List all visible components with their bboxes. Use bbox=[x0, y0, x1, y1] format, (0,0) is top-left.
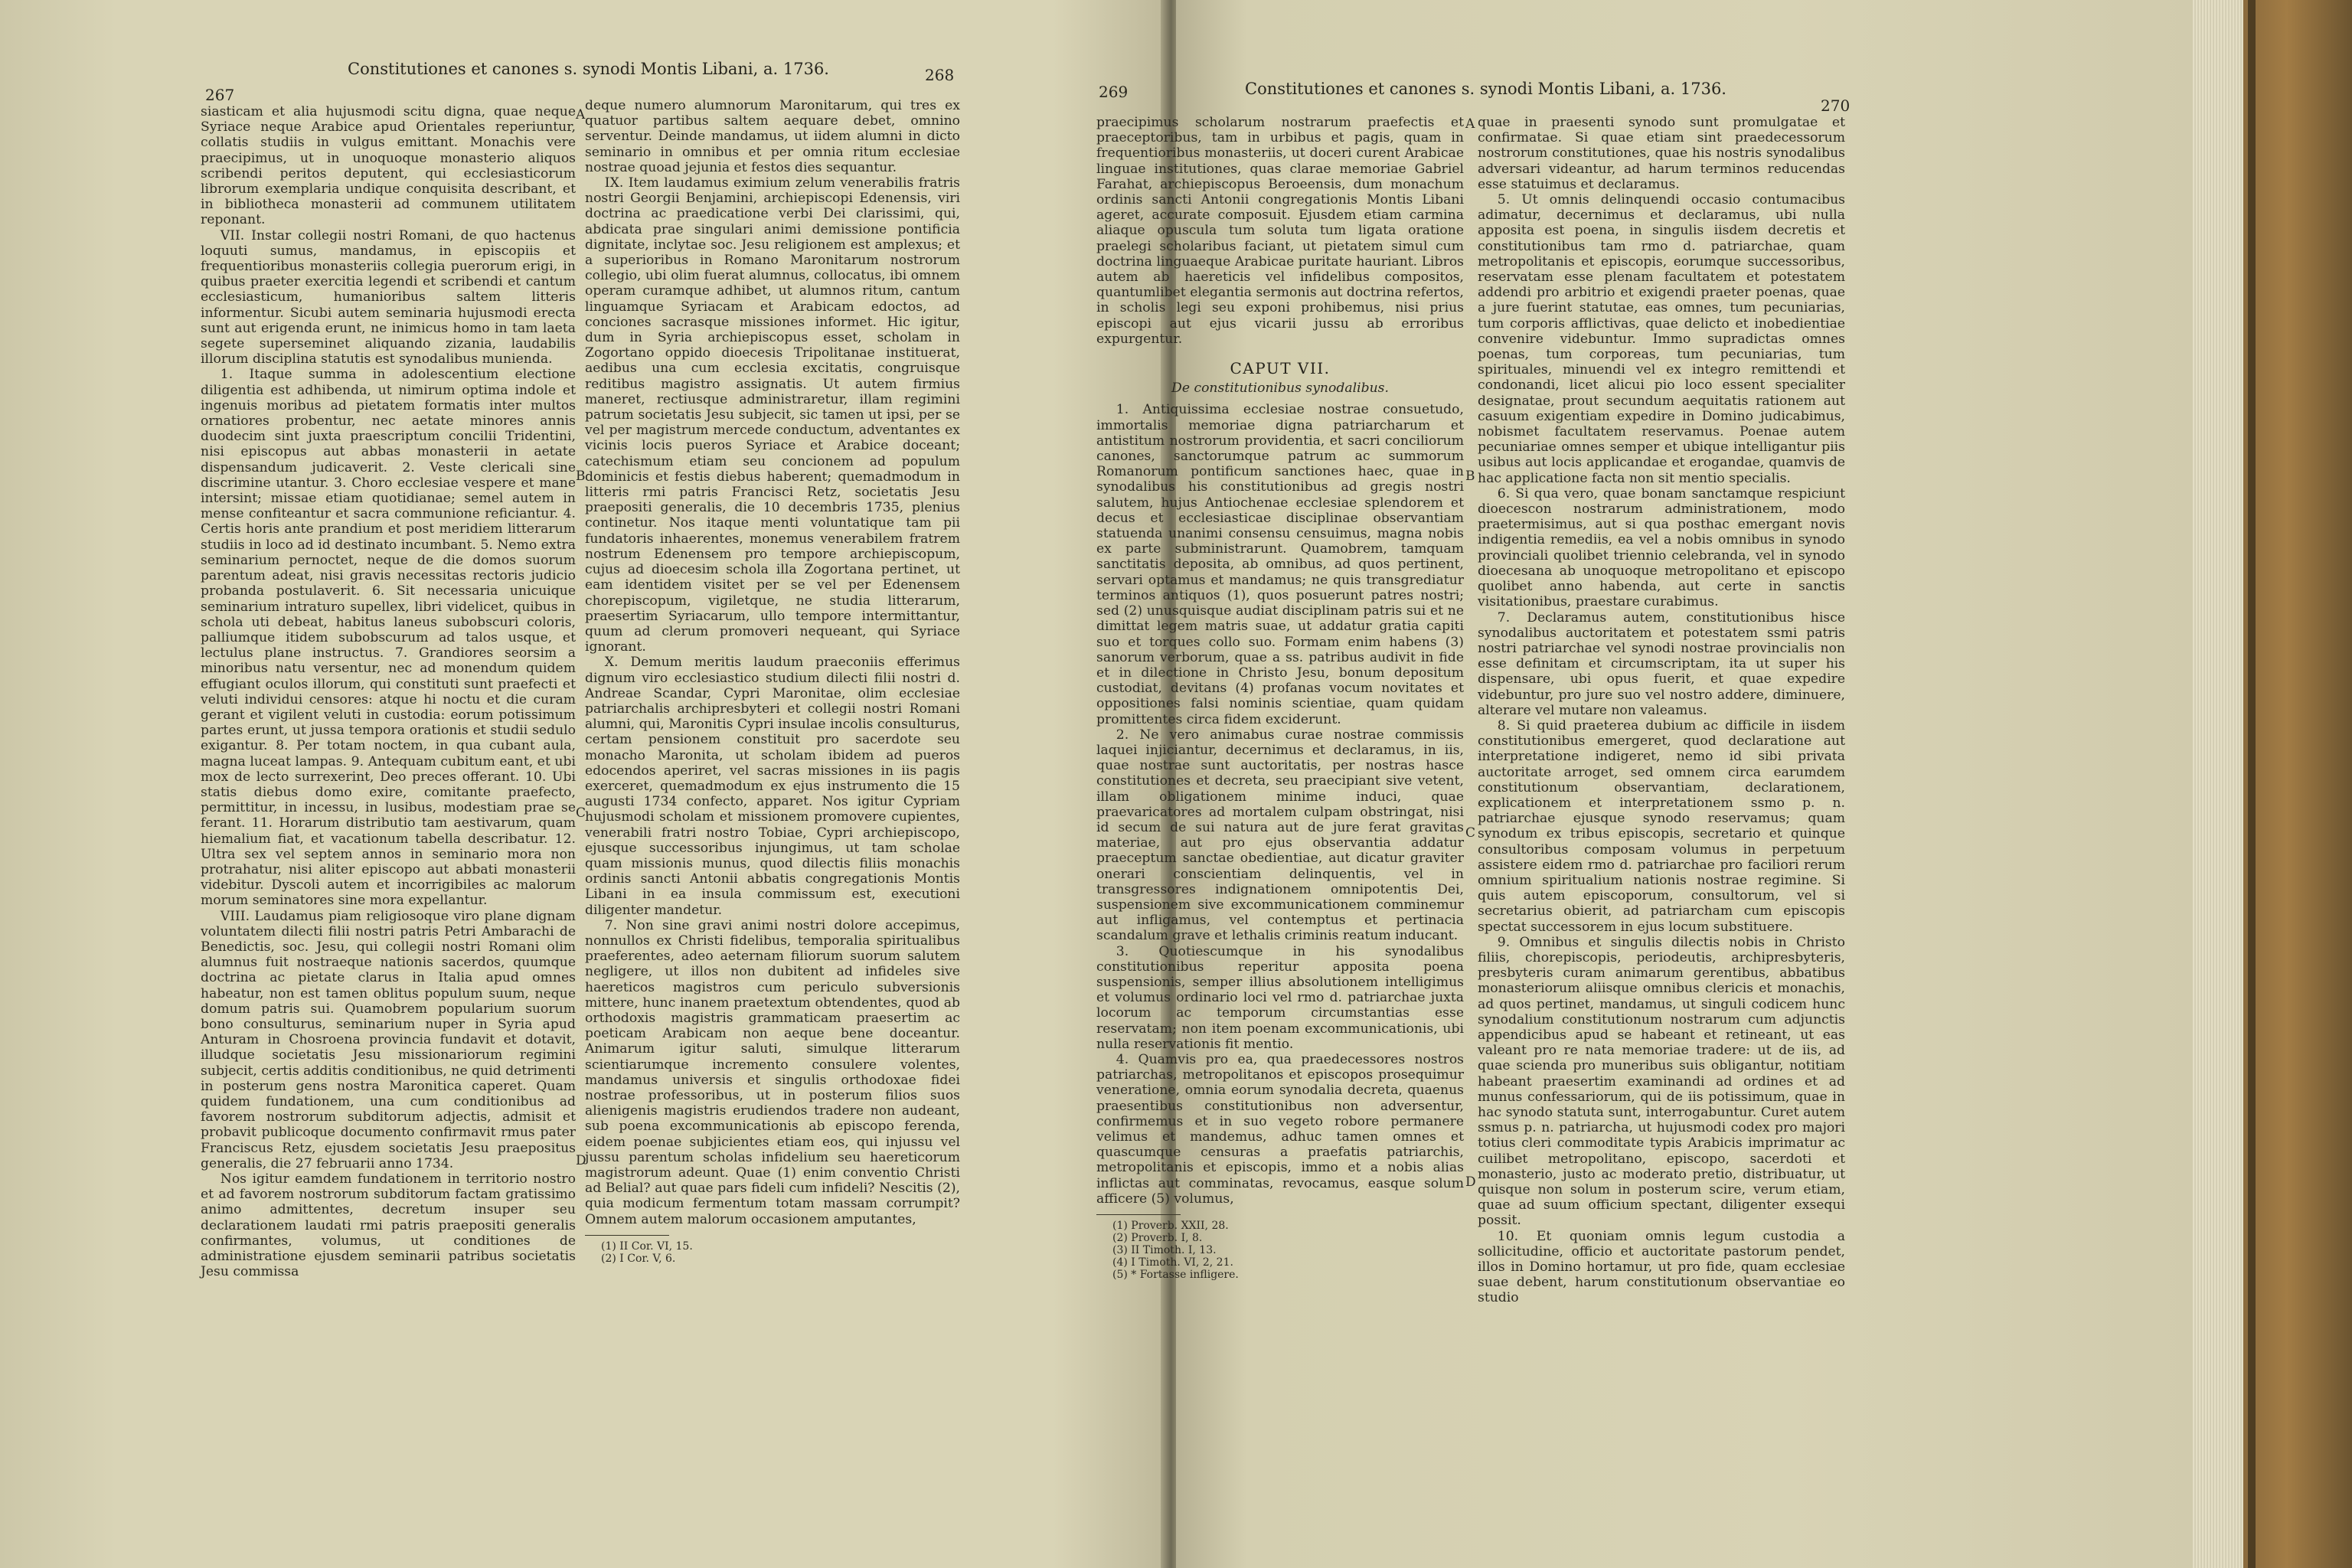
footnote: (2) I Cor. V, 6. bbox=[601, 1252, 676, 1265]
paragraph: 4. Quamvis pro ea, qua praedecessores nostros patriarchas, metropolitanos et episcopos prosequimur veneratione, omnia eorum synodalia decreta, quaenus praesentibus constitutionibus non adversentur, confirmemus et in suo vegeto robore permanere velimus et mandemus, adhuc tamen omnes et quascumque censuras a praefatis patriarchis, metropolitanis et episcopis, immo et a nobis alias inflictas aut comminatas, revocamus, easque solum afficere (5) volumus, bbox=[1096, 1051, 1464, 1207]
margin-letter: C bbox=[1465, 825, 1476, 841]
paragraph: quae in praesenti synodo sunt promulgatae et confirmatae. Si quae etiam sint praedecessorum nostrorum constitutiones, quae his nostris synodalibus adversari videantur, ad harum terminos reducendas esse statuimus et declaramus. bbox=[1478, 115, 1845, 192]
footnote: (5) * Fortasse infligere. bbox=[1112, 1269, 1239, 1282]
margin-letter: C bbox=[576, 805, 586, 821]
left-column-2 bbox=[585, 98, 960, 1265]
margin-letter: D bbox=[576, 1153, 586, 1168]
cover-edge bbox=[2248, 0, 2256, 1568]
right-column-1 bbox=[1096, 115, 1464, 1281]
paragraph: IX. Item laudamus eximium zelum venerabilis fratris nostri Georgii Benjamini, archiepiscopi Edenensis, viri doctrina ac praedicatione verbi Dei clarissimi, qui, abdicata prae singulari animi demissione pontificia dignitate, inclytae soc. Jesu religionem est amplexus; et a superioribus in Romano Maronitarum nostrorum collegio, ubi olim fuerat alumnus, collocatus, ibi omnem operam curamque adhibet, ut alumnos ritum, cantum linguamque Syriacam et Arabicam edoctos, ad conciones sacrasque missiones informet. Hic igitur, dum in Syria archiepiscopus esset, scholam in Zogortano oppido dioecesis Tripolitanae instituerat, aedibus una cum ecclesia excitatis, congruisque reditibus magistro assignatis. Ut autem firmius maneret, rectiusque administraretur, illam regimini patrum societatis Jesu subjecit, sic tamen ut ipsi, per se vel per magistrum mercede conductum, adventantes ex vicinis locis pueros Syriace et Arabice doceant; catechismum etiam seu concionem ad populum dominicis et festis diebus haberent; quemadmodum in litteris rmi patris Francisci Retz, societatis Jesu praepositi generalis, die 10 decembris 1735, plenius continetur. Nos itaque menti voluntatique tam pii fundatoris inhaerentes, monemus venerabilem fratrem nostrum Edenensem pro tempore archiepiscopum, cujus ad dioecesim schola illa Zogortana pertinet, ut eam identidem visitet per se vel per Edenensem chorepiscopum, vigiletque, ne studia litterarum, praesertim Syriacarum, ullo tempore intermittantur, quum ad clerum promoveri nequeant, qui Syriace ignorant. bbox=[585, 175, 960, 655]
paragraph: 9. Omnibus et singulis dilectis nobis in Christo filiis, chorepiscopis, periodeutis, archipresbyteris, presbyteris curam animarum gerentibus, abbatibus monasteriorum aliisque omnibus clericis et monachis, ad quos pertinet, mandamus, ut singuli codicem hunc synodalium constitutionum nostrarum cum adjunctis appendicibus apud se habeant et retineant, ut eas valeant pro re nata memoriae tradere: ut de iis, ad quae scienda pro muneribus suis obligantur, notitiam habeant praesertim examinandi ad ordines et ad munus confessariorum, qui de iis potissimum, quae in hac synodo statuta sunt, interrogabuntur. Curet autem ssmus p. n. patriarcha, ut hujusmodi codex pro majori totius cleri commoditate typis Arabicis imprimatur ac cuilibet metropolitano, episcopo, sacerdoti et monasterio, justo ac moderato pretio, distribuatur, ut quisque non solum in posterum scire, verum etiam, quae ad suum officium spectant, diligenter exsequi possit. bbox=[1478, 934, 1845, 1229]
margin-letter: A bbox=[1465, 116, 1475, 132]
footnote-rule bbox=[1096, 1214, 1181, 1215]
footnote: (4) I Timoth. VI, 2, 21. bbox=[1112, 1256, 1233, 1269]
margin-letter: B bbox=[576, 469, 586, 484]
paragraph: 2. Ne vero animabus curae nostrae commissis laquei injiciantur, decernimus et declaramus, in iis, quae nostrae sunt auctoritatis, per nostras hasce constitutiones et decreta, seu praecipiant sive vetent, illam obligationem minime induci, quae praevaricatores ad mortalem culpam obstringat, nisi id secum de sui natura aut de jure ferat gravitas materiae, aut pro ejus observantia addatur praeceptum sanctae obedientiae, aut dicatur graviter onerari conscientiam delinquentis, vel in transgressores indignationem omnipotentis Dei, suspensionem sive excommunicationem comminemur aut infligamus, vel contemptus et pertinacia scandalum grave et lethalis criminis reatum inducant. bbox=[1096, 727, 1464, 944]
left-page bbox=[0, 0, 1170, 1568]
margin-letter: B bbox=[1465, 469, 1475, 484]
paragraph: 1. Antiquissima ecclesiae nostrae consuetudo, immortalis memoriae digna patriarcharum et antistitum nostrorum providentia, et sacri conciliorum canones, sanctorumque patrum ac summorum Romanorum pontificum sanctiones haec, quae in synodalibus his constitutionibus ad gregis nostri salutem, hujus Antiochenae ecclesiae splendorem et decus et ecclesiasticae disciplinae observantiam statuenda unanimi consensu censuimus, magna nobis ex parte subministrarunt. Quamobrem, tamquam sanctitatis depositа, ab omnibus, ad quos pertinent, servari optamus et mandamus; ne quis transgrediatur terminos antiquos (1), quos posuerunt patres nostri; sed (2) unusquisque audiat disciplinam patris sui et ne dimittat legem matris suae, ut addatur gratia capiti suo et torques collo suo. Formam enim habens (3) sanorum verborum, quae a ss. patribus audivit in fide et in dilectione in Christo Jesu, bonum depositum custodiat, devitans (4) profanas vocum novitates et oppositiones falsi nominis scientiae, quam quidam promittentes circa fidem exciderunt. bbox=[1096, 402, 1464, 727]
paragraph: VII. Instar collegii nostri Romani, de quo hactenus loquuti sumus, mandamus, in episcopiis et frequentioribus monasteriis collegia puerorum erigi, in quibus praeter exercitia legendi et scribendi et cantum ecclesiasticum, humanioribus saltem litteris informentur. Sicubi autem seminaria hujusmodi erecta sunt aut erigenda erunt, ne inimicus homo in tam laeta segete superseminet aliquando zizania, laudabilis illorum disciplina statutis est synodalibus munienda. bbox=[201, 227, 576, 368]
paragraph: siasticam et alia hujusmodi scitu digna, quae neque Syriace neque Arabice apud Orientales reperiuntur, collatis studiis in vulgus emittant. Monachis vere praecipimus, ut in unoquoque monasterio aliquos scribendi peritos deputent, qui ecclesiasticorum librorum exemplaria undique conquisita describant, et in bibliotheca monasterii ad communem utilitatem reponant. bbox=[201, 104, 576, 228]
chapter-subtitle: De constitutionibus synodalibus. bbox=[1171, 381, 1389, 397]
paragraph: 3. Quotiescumque in his synodalibus constitutionibus reperitur apposita poena suspensionis, semper illius absolutionem intelligimus et volumus ordinario loci vel rmo d. patriarchae juxta locorum ac temporum circumstantias esse reservatam; non item poenam excommunicationis, ubi nulla reservationis fit mentio. bbox=[1096, 943, 1464, 1052]
paragraph: 8. Si quid praeterea dubium ac difficile in iisdem constitutionibus emergeret, quod declaratione aut interpretatione indigeret, nemo id sibi privata auctoritate arroget, sed omnem circa earumdem constitutionum observantiam, declarationem, explicationem et interpretationem ssmo p. n. patriarchae ejusque synodo reservamus; quam synodum ex tribus episcopis, secretario et quinque consultoribus composam volumus in perpetuum assistere eidem rmo d. patriarchae pro faciliori rerum omnium spiritualium nationis nostrae regimine. Si quis autem episcoporum, consultorum, vel si secretarius obierit, ad patriarcham cum episcopis spectat successorem in ejus locum substituere. bbox=[1478, 717, 1845, 935]
right-column-2 bbox=[1478, 115, 1845, 1306]
paragraph: X. Demum meritis laudum praeconiis efferimus dignum viro ecclesiastico studium dilecti filii nostri d. Andreae Scandar, Cypri Maronitae, olim ecclesiae patriarchalis archipresbyteri et collegii nostri Romani alumni, qui, Maronitis Cypri insulae incolis consulturus, certam pensionem constituit pro sacerdote seu monacho Maronita, ut scholam ibidem ad pueros edocendos aperiret, vel sacras missiones in iis pagis exerceret, quemadmodum ex ejus instrumento die 15 augusti 1734 confecto, apparet. Nos igitur Cypriam hujusmodi scholam et missionem promovere cupientes, venerabili fratri nostro Tobiae, Cypri archiepiscopo, ejusque successoribus injungimus, ut tam scholae quam missionis munus, quod dilectis filiis monachis ordinis sancti Antonii abbatis congregationis Montis Libani in ea insula commissum est, executioni diligenter mandetur. bbox=[585, 655, 960, 918]
page-number-right-outer: 270 bbox=[1821, 96, 1851, 115]
margin-letter: A bbox=[576, 107, 586, 122]
paragraph: 6. Si qua vero, quae bonam sanctamque respiciunt dioecescon nostrarum administrationem, modo praetermisimus, aut si qua posthac emergant novis indigentia remediis, ea vel a nobis omnibus in synodo provinciali quolibet triennio celebranda, vel in synodo dioecesana ab unoquoque metropolitano et episcopo quolibet anno habenda, aut certe in sanctis visitationibus, praestare curabimus. bbox=[1478, 485, 1845, 610]
footnote-rule bbox=[585, 1235, 669, 1236]
paragraph: praecipimus scholarum nostrarum praefectis et praeceptoribus, tam in urbibus et pagis, quam in frequentioribus monasteriis, ut doceri curent Arabicae linguae institutiones, quas clarae memoriae Gabriel Farahat, archiepiscopus Beroeensis, dum monachum ordinis sancti Antonii congregationis Montis Libani ageret, accurate composuit. Ejusdem etiam carmina aliaque opuscula tum soluta tum ligata oratione praelegi scholaribus faciant, ut pietatem simul cum doctrina linguaeque Arabicae puritate hauriant. Libros autem ab haereticis vel infidelibus compositos, quantumlibet elegantia sermonis aut doctrina refertos, in scholis legi seu exponi prohibemus, nisi prius episcopi aut ejus vicarii jussu ab erroribus expurgentur. bbox=[1096, 115, 1464, 347]
running-header-right: Constitutiones et canones s. synodi Montis Libani, a. 1736. bbox=[1245, 80, 1726, 98]
footnote: (3) II Timoth. I, 13. bbox=[1112, 1244, 1217, 1257]
page-edges bbox=[2193, 0, 2243, 1568]
chapter-title: CAPUT VII. bbox=[1230, 359, 1331, 378]
footnote: (2) Proverb. I, 8. bbox=[1112, 1232, 1203, 1245]
paragraph: 5. Ut omnis delinquendi occasio contumacibus adimatur, decernimus et declaramus, ubi nulla apposita est poena, in singulis iisdem decretis et constitutionibus tam rmo d. patriarchae, quam metropolitanis et episcopis, eorumque successoribus, reservatam esse plenam facultatem et potestatem addendi pro arbitrio et exigendi praeter poenas, quae a jure fuerint statutae, eas omnes, tum pecuniarias, tum corporis afflictivas, quae delicto et inobedientiae convenire videbuntur. Immo supradictas omnes poenas, tum corporeas, tum pecuniarias, tum spirituales, minuendi vel ex integro remittendi et condonandi, licet alicui pio loco essent specialiter designatae, prout secundum aequitatis rationem aut casuum exigentiam expedire in Domino judicabimus, nobismet facultatem reservamus. Poenae autem pecuniariae omnes semper et ubique intelligantur piis usibus aut locis applicandae et erogandae, quamvis de hac applicatione facta non sit mentio specialis. bbox=[1478, 192, 1845, 486]
footnote: (1) Proverb. XXII, 28. bbox=[1112, 1220, 1229, 1233]
running-header-left: Constitutiones et canones s. synodi Montis Libani, a. 1736. bbox=[348, 60, 829, 78]
footnote: (1) II Cor. VI, 15. bbox=[601, 1240, 693, 1253]
left-column-1 bbox=[201, 104, 576, 1279]
margin-letter: D bbox=[1465, 1174, 1476, 1190]
paragraph: 7. Non sine gravi animi nostri dolore accepimus, nonnullos ex Christi fidelibus, temporalia spiritualibus praeferentes, adeo aeternam filiorum suorum salutem negligere, ut illos non dubitent ad infideles sive haereticos magistros cum periculo subversionis mittere, hunc inanem praetextum obtendentes, quod ab orthodoxis magistris grammaticam praesertim ac poeticam Arabicam non aeque bene doceantur. Animarum igitur saluti, simulque litterarum scientiarumque incremento consulere volentes, mandamus universis et singulis orthodoxae fidei nostrae professoribus, ut in posterum filios suos alienigenis magistris erudiendos tradere non audeant, sub poena excommunicationis ab episcopo ferenda, eidem poenae subjicientes etiam eos, qui injussu vel jussu parentum scholas infidelium seu haereticorum magistrorum adeunt. Quae (1) enim conventio Christi ad Belial? aut quae pars fideli cum infideli? Nescitis (2), quia modicum fermentum totam massam corrumpit? Omnem autem malorum occasionem amputantes, bbox=[585, 917, 960, 1227]
paragraph: 1. Itaque summa in adolescentium electione diligentia est adhibenda, ut nimirum optima indole et ingenuis moribus ad pietatem formatis inter multos ornatiores probentur, nec aetate minores annis duodecim sint juxta praescriptum concilii Tridentini, nisi episcopus aut abbas monasterii in aetate dispensandum judicaverit. 2. Veste clericali sine discrimine utantur. 3. Choro ecclesiae vespere et mane intersint; missae etiam quotidianae; semel autem in mense confiteantur et sacra communione reficiantur. 4. Certis horis ante prandium et post meridiem litterarum studiis in loco ad id destinato incumbant. 5. Nemo extra seminarium pernoctet, neque de die domos suorum parentum adeat, nisi gravis necessitas rectoris judicio probanda postulaverit. 6. Sit necessaria unicuique seminarium intraturo supellex, libri videlicet, quibus in schola uti debeat, habitus laneus subobscuri coloris, palliumque itidem subobscurum ad talos usque, et lectulus plane instructus. 7. Grandiores seorsim a minoribus natu versentur, nec ad monendum quidem effugiant oculos illorum, qui constituti sunt praefecti et veluti individui censores: atque hi noctu et die curam gerant et vigilent veluti in custodia: eorum potissimum partes erunt, ut jussa tempora orationis et studii sedulo exigantur. 8. Per totam noctem, in qua cubant aula, magna luceat lampas. 9. Antequam cubitum eant, et ubi mox de lecto surrexerint, Deo preces offerant. 10. Ubi statis diebus domo exire, comitante praefecto, permittitur, in incessu, in lusibus, modestiam prae se ferant. 11. Horarum distributio tam aestivarum, quam hiemalium fiat, et vacationum tabella describatur. 12. Ultra sex vel septem annos in seminario mora non protrahatur, nisi aliter episcopo aut abbati monasterii videbitur. Dyscoli autem et incorrigibiles ac malorum morum seminatores sine mora expellantur. bbox=[201, 367, 576, 909]
paragraph: VIII. Laudamus piam religiosoque viro plane dignam voluntatem dilecti filii nostri patris Petri Ambarachi de Benedictis, soc. Jesu, qui collegii nostri Romani olim alumnus fuit nostraeque nationis sacerdos, quumque doctrina ac pietate clarus in Italia apud omnes habeatur, non est tamen oblitus populum suum, neque domum patris sui. Quamobrem popularium suorum bono consulturus, seminarium nuper in Syria apud Anturam in Chosroena provincia fundavit et dotavit, illudque societatis Jesu missionariorum regimini subjecit, certis additis conditionibus, ne quid detrimenti in posterum gens nostra Maronitica caperet. Quam quidem fundationem, una cum conditionibus ad favorem nostrorum subditorum adjectis, admisit et probavit publicoque documento confirmavit rmus pater Franciscus Retz, ejusdem societatis Jesu praepositus generalis, die 27 februarii anno 1734. bbox=[201, 908, 576, 1171]
paragraph: Nos igitur eamdem fundationem in territorio nostro et ad favorem nostrorum subditorum factam gratissimo animo admittentes, decretum insuper seu declarationem laudati rmi patris praepositi generalis confirmantes, volumus, ut conditiones de administratione ejusdem seminarii patribus societatis Jesu commissa bbox=[201, 1171, 576, 1280]
paragraph: 10. Et quoniam omnis legum custodia a sollicitudine, officio et auctoritate pastorum pendet, illos in Domino hortamur, ut pro fide, quam ecclesiae suae debent, harum constitutionum observantiae eo studio bbox=[1478, 1228, 1845, 1306]
paragraph: 7. Declaramus autem, constitutionibus hisce synodalibus auctoritatem et potestatem ssmi patris nostri patriarchae vel synodi nostrae provincialis non esse definitam et circumscriptam, ita ut super his dispensare, ubi opus fuerit, et quae expedire videbuntur, pro jure suo vel nostro addere, diminuere, alterare vel mutare non valeamus. bbox=[1478, 609, 1845, 718]
page-number-left-inner: 268 bbox=[925, 66, 955, 84]
page-number-left-outer: 267 bbox=[205, 86, 235, 104]
paragraph: deque numero alumnorum Maronitarum, qui tres ex quatuor partibus saltem aequare debet, omnino serventur. Deinde mandamus, ut iidem alumni in dicto seminario in omnibus et per omnia ritum ecclesiae nostrae quoad jejunia et festos dies sequantur. bbox=[585, 98, 960, 175]
book-cover bbox=[2243, 0, 2352, 1568]
page-number-right-inner: 269 bbox=[1099, 83, 1129, 101]
